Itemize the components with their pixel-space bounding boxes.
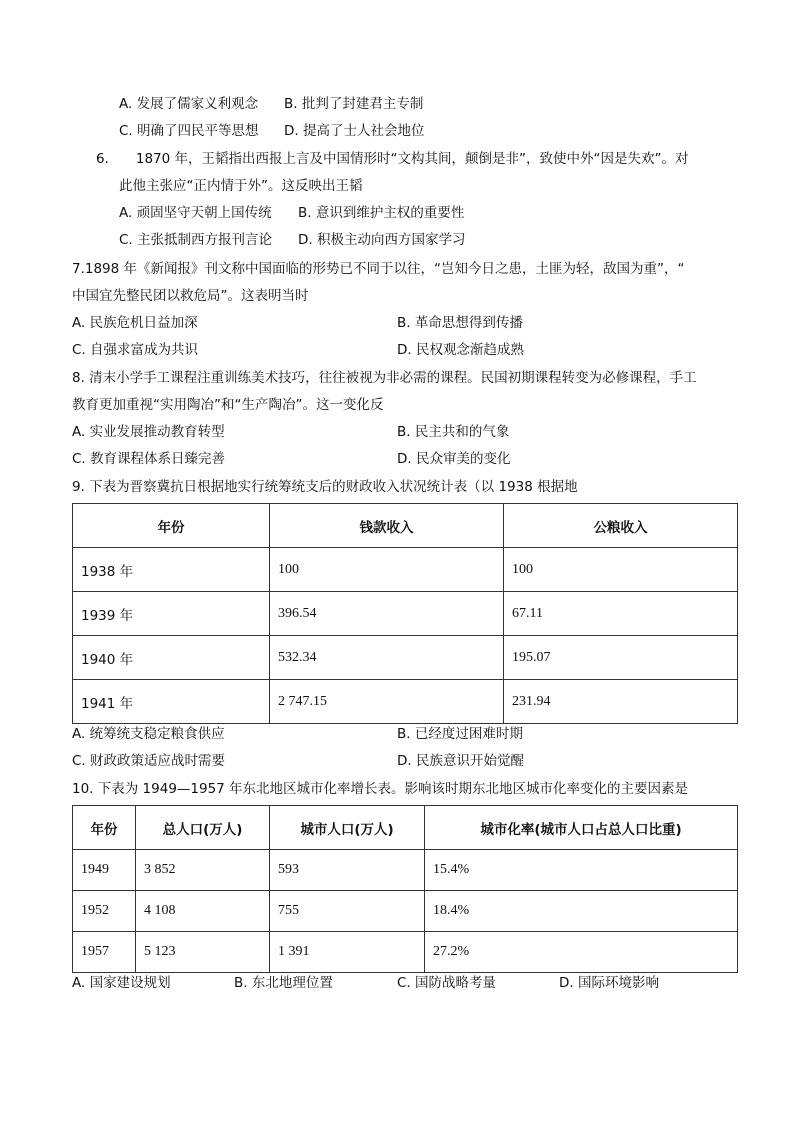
q10-cell-year: 1949: [73, 850, 136, 891]
q9-cell-grain: 100: [504, 548, 738, 592]
table-row: [73, 548, 738, 592]
q8-option-a: A. 实业发展推动教育转型: [72, 424, 225, 440]
q9-cell-money: 396.54: [270, 592, 504, 636]
q10-option-c: C. 国防战略考量: [397, 975, 497, 991]
q8-stem-line2: 教育更加重视“实用陶冶”和“生产陶冶”。这一变化反: [72, 397, 384, 413]
q6-stem-line1: 6. 1870 年，王韬指出西报上言及中国情形时“文构其间，颠倒是非”，致使中外“因是失欢”。对: [96, 151, 689, 167]
table-row: [73, 680, 738, 724]
table-row: [73, 932, 738, 973]
q10-cell-rate: 15.4%: [425, 850, 738, 891]
q6-option-a: A. 顽固坚守天朝上国传统: [119, 205, 272, 221]
q10-cell-urban: 755: [270, 891, 425, 932]
q6-option-d: D. 积极主动向西方国家学习: [298, 232, 466, 248]
q10-cell-urban: 593: [270, 850, 425, 891]
q10-cell-rate: 18.4%: [425, 891, 738, 932]
q10-header-year: 年份: [73, 806, 136, 850]
q7-option-b: B. 革命思想得到传播: [397, 315, 523, 331]
q10-cell-total: 5 123: [136, 932, 270, 973]
q9-cell-grain: 67.11: [504, 592, 738, 636]
q10-cell-year: 1952: [73, 891, 136, 932]
q9-header-year: 年份: [73, 504, 270, 548]
q10-cell-total: 3 852: [136, 850, 270, 891]
q7-stem-line1: 7.1898 年《新闻报》刊文称中国面临的形势已不同于以往，“岂知今日之患，土匪为轻，敌国为重”，“: [72, 261, 685, 277]
q6-option-b: B. 意识到维护主权的重要性: [298, 205, 465, 221]
q7-option-d: D. 民权观念渐趋成熟: [397, 342, 524, 358]
q8-option-d: D. 民众审美的变化: [397, 451, 511, 467]
q9-option-d: D. 民族意识开始觉醒: [397, 753, 524, 769]
q7-option-a: A. 民族危机日益加深: [72, 315, 198, 331]
q10-option-b: B. 东北地理位置: [234, 975, 333, 991]
q9-table-header-row: [73, 504, 738, 548]
table-row: [73, 636, 738, 680]
q9-table: [72, 503, 738, 724]
q9-cell-year: 1940 年: [73, 636, 270, 680]
q10-cell-rate: 27.2%: [425, 932, 738, 973]
q10-header-urbanization-rate: 城市化率(城市人口占总人口比重): [425, 806, 738, 850]
q5-option-a: A. 发展了儒家义利观念: [119, 96, 259, 112]
q9-option-b: B. 已经度过困难时期: [397, 726, 523, 742]
q5-option-d: D. 提高了士人社会地位: [284, 123, 425, 139]
q10-cell-urban: 1 391: [270, 932, 425, 973]
table-row: [73, 891, 738, 932]
q10-table: [72, 805, 738, 973]
q8-option-c: C. 教育课程体系日臻完善: [72, 451, 226, 467]
q10-table-header-row: [73, 806, 738, 850]
table-row: [73, 850, 738, 891]
q9-cell-money: 100: [270, 548, 504, 592]
q9-stem: 9. 下表为晋察冀抗日根据地实行统筹统支后的财政收入状况统计表（以 1938 根据地: [72, 479, 578, 495]
q10-header-urban-population: 城市人口(万人): [270, 806, 425, 850]
q9-cell-money: 2 747.15: [270, 680, 504, 724]
q9-cell-year: 1941 年: [73, 680, 270, 724]
q6-stem-line2: 此他主张应“正内情于外”。这反映出王韬: [119, 178, 363, 194]
q9-cell-money: 532.34: [270, 636, 504, 680]
q10-option-d: D. 国际环境影响: [559, 975, 659, 991]
q9-header-money: 钱款收入: [270, 504, 504, 548]
q7-stem-line2: 中国宜先整民团以救危局”。这表明当时: [72, 288, 309, 304]
q10-cell-total: 4 108: [136, 891, 270, 932]
q10-stem: 10. 下表为 1949—1957 年东北地区城市化率增长表。影响该时期东北地区城市化率变化的主要因素是: [72, 781, 689, 797]
q10-option-a: A. 国家建设规划: [72, 975, 171, 991]
q5-option-c: C. 明确了四民平等思想: [119, 123, 259, 139]
q9-header-grain: 公粮收入: [504, 504, 738, 548]
q9-cell-grain: 231.94: [504, 680, 738, 724]
q9-cell-year: 1939 年: [73, 592, 270, 636]
q5-option-b: B. 批判了封建君主专制: [284, 96, 424, 112]
q9-option-c: C. 财政政策适应战时需要: [72, 753, 226, 769]
q7-option-c: C. 自强求富成为共识: [72, 342, 199, 358]
q8-stem-line1: 8. 清末小学手工课程注重训练美术技巧，往往被视为非必需的课程。民国初期课程转变为必修课程，手工: [72, 370, 697, 386]
q9-cell-grain: 195.07: [504, 636, 738, 680]
q10-header-total-population: 总人口(万人): [136, 806, 270, 850]
q9-cell-year: 1938 年: [73, 548, 270, 592]
q6-option-c: C. 主张抵制西方报刊言论: [119, 232, 273, 248]
q8-option-b: B. 民主共和的气象: [397, 424, 510, 440]
table-row: [73, 592, 738, 636]
q10-cell-year: 1957: [73, 932, 136, 973]
q9-option-a: A. 统筹统支稳定粮食供应: [72, 726, 225, 742]
